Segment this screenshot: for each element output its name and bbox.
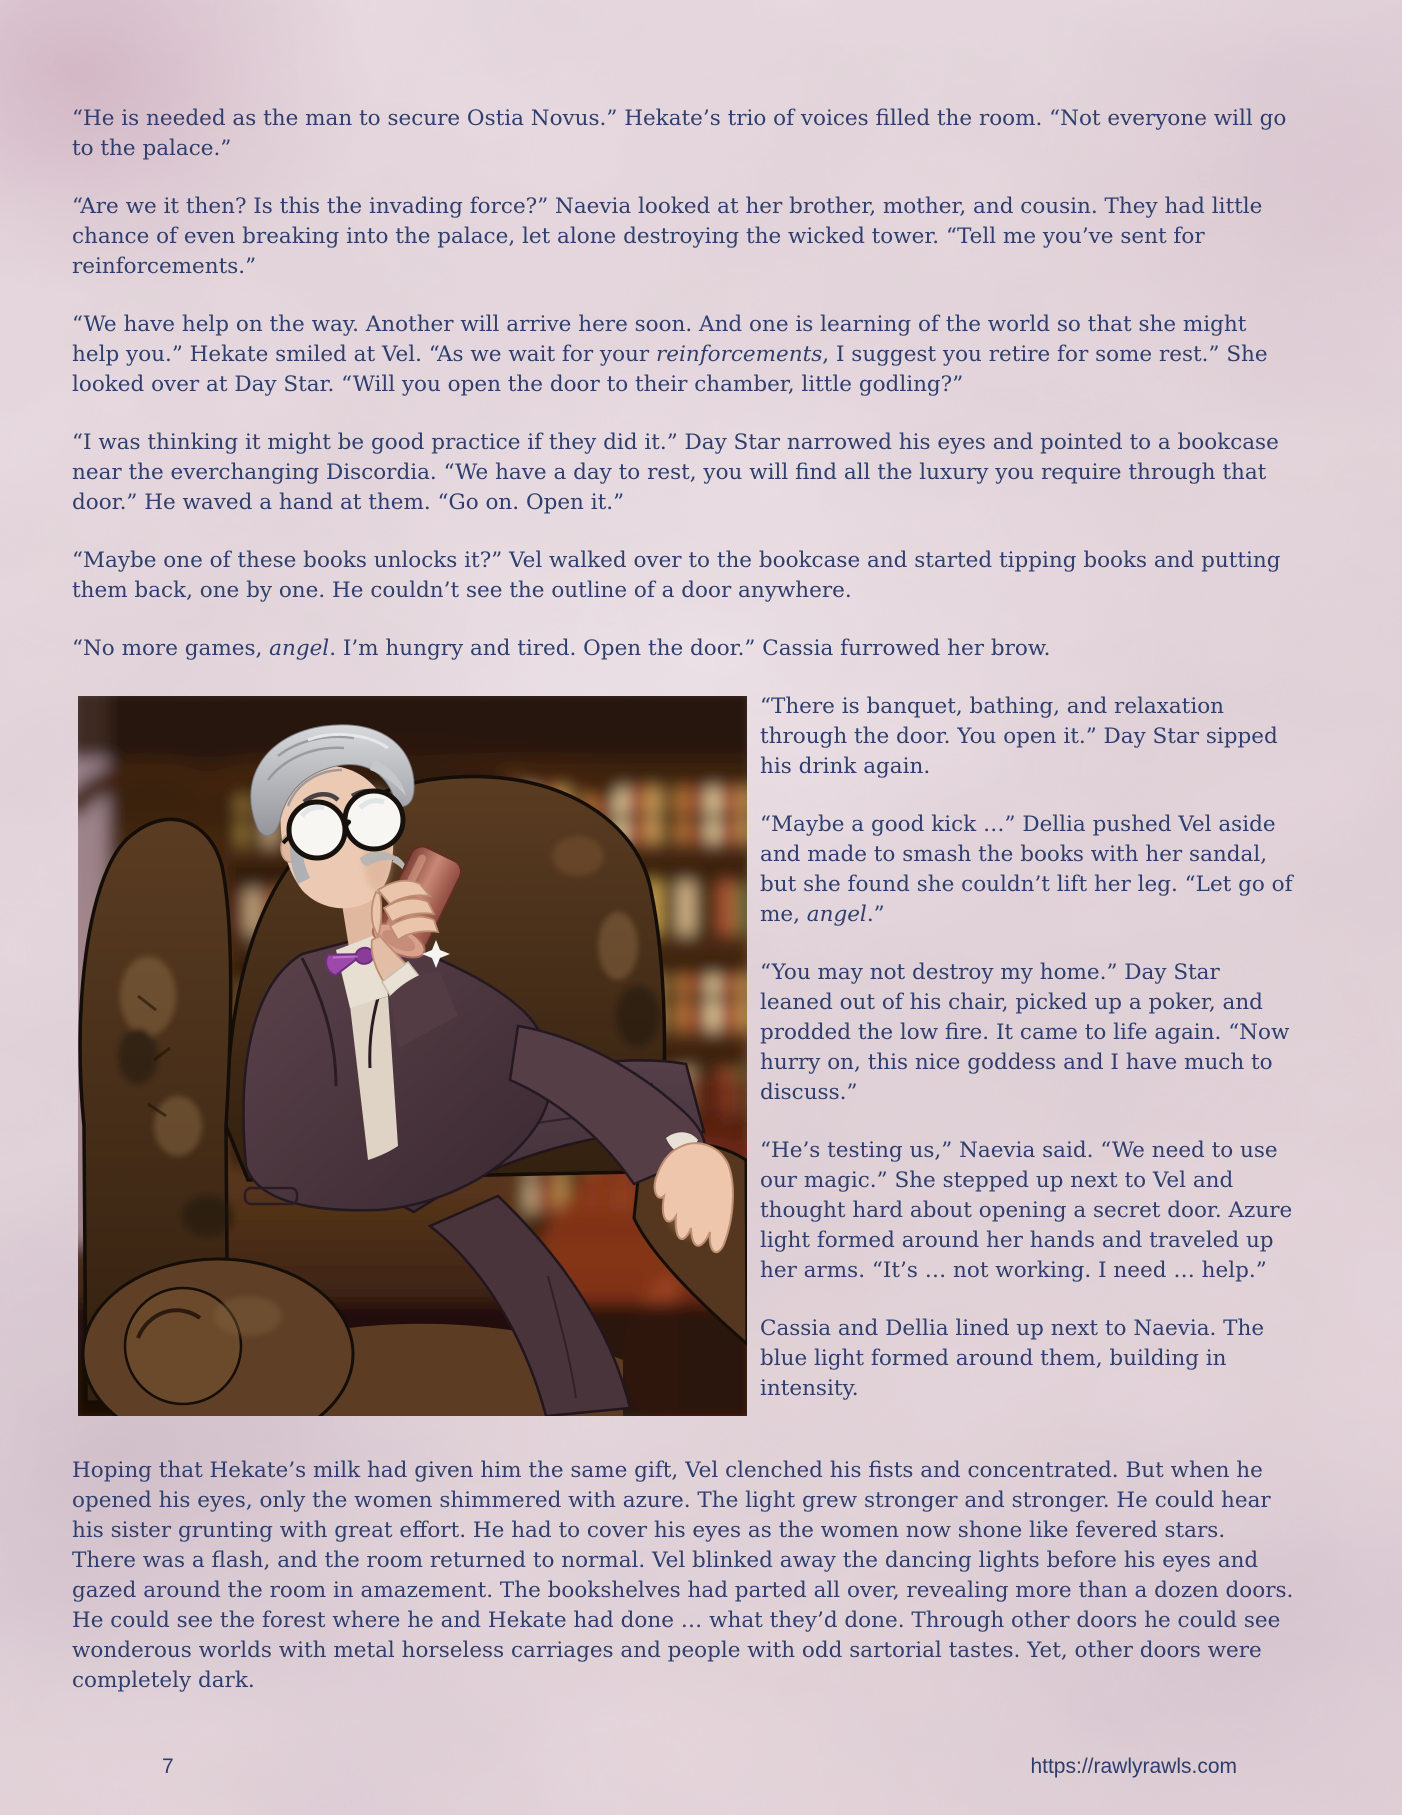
story-paragraph: “Maybe a good kick …” Dellia pushed Vel aside and made to smash the books with her sandal, but she found she couldn’t lift her leg. “Let go of me, angel.” bbox=[760, 812, 1293, 927]
story-paragraph: Cassia and Dellia lined up next to Naevia. The blue light formed around them, building in intensity. bbox=[760, 1316, 1265, 1401]
story-paragraph: “Maybe one of these books unlocks it?” Vel walked over to the bookcase and started tipping books and putting them back, one by one. He couldn’t see the outline of a door anywhere. bbox=[72, 548, 1281, 603]
page-number: 7 bbox=[162, 1755, 174, 1778]
story-paragraph: “You may not destroy my home.” Day Star leaned out of his chair, picked up a poker, and prodded the low fire. It came to life again. “Now hurry on, this nice goddess and I have much to discuss.” bbox=[760, 960, 1290, 1105]
story-paragraph: “There is banquet, bathing, and relaxation through the door. You open it.” Day Star sipped his drink again. bbox=[760, 694, 1278, 779]
closing-text-block bbox=[72, 1416, 1295, 1696]
story-paragraph: “I was thinking it might be good practice if they did it.” Day Star narrowed his eyes and pointed to a bookcase near the everchanging Discordia. “We have a day to rest, you will find all the luxury you require through that door.” He waved a hand at them. “Go on. Open it.” bbox=[72, 430, 1279, 515]
page-footer bbox=[72, 1752, 1295, 1782]
illustration bbox=[78, 696, 747, 1416]
story-paragraph: “No more games, angel. I’m hungry and tired. Open the door.” Cassia furrowed her brow. bbox=[72, 636, 1051, 661]
story-paragraph: “We have help on the way. Another will arrive here soon. And one is learning of the world so that she might help you.” Hekate smiled at Vel. “As we wait for your reinforcements, I suggest you retire for some rest.” She looked over at Day Star. “Will you open the door to their chamber, little godling?” bbox=[72, 312, 1268, 397]
illustration-art bbox=[78, 696, 747, 1416]
story-paragraph: “He is needed as the man to secure Ostia Novus.” Hekate’s trio of voices filled the room. “Not everyone will go to the palace.” bbox=[72, 106, 1287, 161]
story-paragraph: “He’s testing us,” Naevia said. “We need to use our magic.” She stepped up next to Vel and thought hard about opening a secret door. Azure light formed around her hands and traveled up her arms. “It’s … not working. I need … help.” bbox=[760, 1138, 1293, 1283]
story-text bbox=[72, 104, 1295, 1782]
story-paragraph: Hoping that Hekate’s milk had given him the same gift, Vel clenched his fists and concentrated. But when he opened his eyes, only the women shimmered with azure. The light grew stronger and stronger. He could hear his sister grunting with great effort. He had to cover his eyes as the women now shone like fevered stars. There was a flash, and the room returned to normal. Vel blinked away the dancing lights before his eyes and gazed around the room in amazement. The bookshelves had parted all over, revealing more than a dozen doors. He could see the forest where he and Hekate had done … what they’d done. Through other doors he could see wonderous worlds with metal horseless carriages and people with odd sartorial tastes. Yet, other doors were completely dark. bbox=[72, 1458, 1294, 1693]
story-paragraph: “Are we it then? Is this the invading force?” Naevia looked at her brother, mother, and cousin. They had little chance of even breaking into the palace, let alone destroying the wicked tower. “Tell me you’ve sent for reinforcements.” bbox=[72, 194, 1263, 279]
site-url-link[interactable]: https://rawlyrawls.com bbox=[1030, 1755, 1237, 1778]
